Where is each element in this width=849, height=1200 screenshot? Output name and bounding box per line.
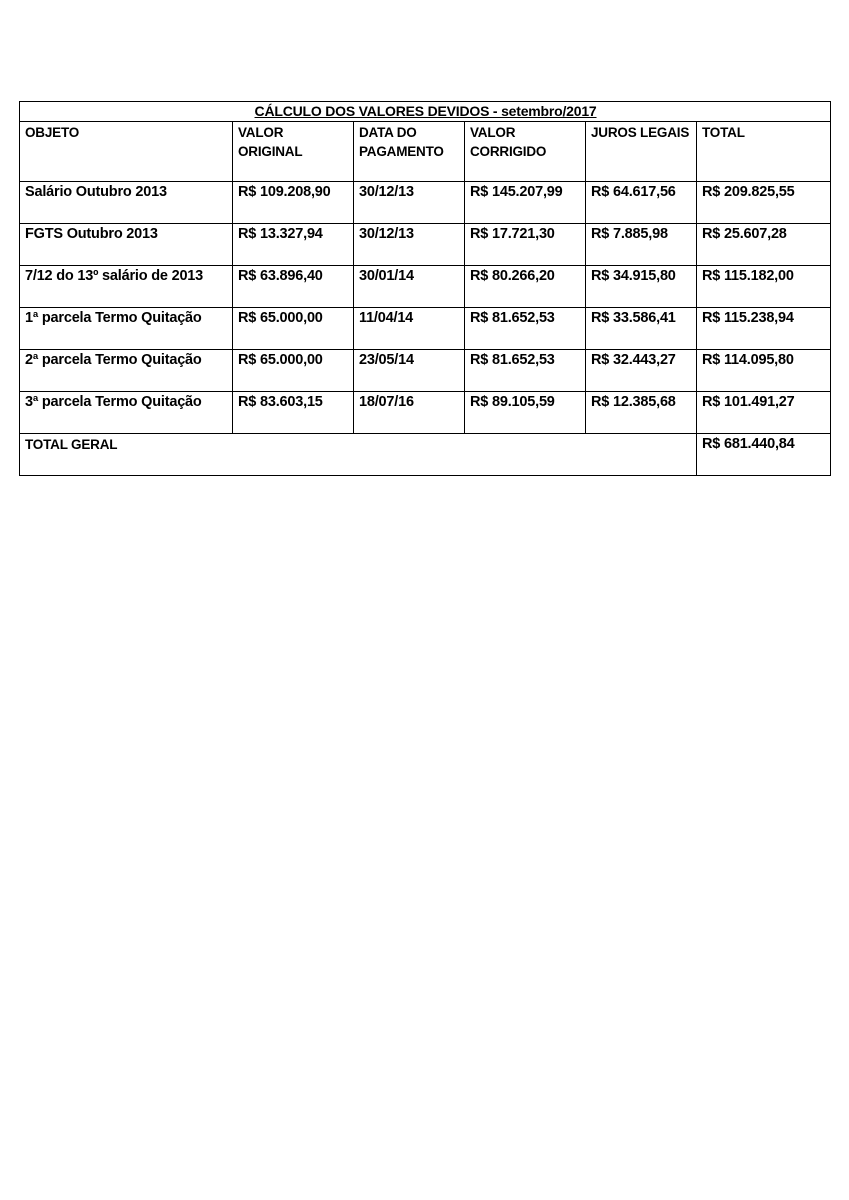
cell-total: R$ 25.607,28 bbox=[697, 224, 831, 266]
table-title-row bbox=[20, 102, 831, 122]
cell-objeto: 7/12 do 13º salário de 2013 bbox=[20, 266, 233, 308]
cell-juros-legais: R$ 7.885,98 bbox=[586, 224, 697, 266]
header-objeto: OBJETO bbox=[20, 122, 233, 182]
cell-juros-legais: R$ 32.443,27 bbox=[586, 350, 697, 392]
header-total: TOTAL bbox=[697, 122, 831, 182]
cell-valor-corrigido: R$ 17.721,30 bbox=[465, 224, 586, 266]
cell-total: R$ 101.491,27 bbox=[697, 392, 831, 434]
cell-objeto: 2ª parcela Termo Quitação bbox=[20, 350, 233, 392]
header-valor-corrigido: VALOR CORRIGIDO bbox=[465, 122, 586, 182]
table-row bbox=[20, 308, 831, 350]
cell-objeto: 1ª parcela Termo Quitação bbox=[20, 308, 233, 350]
table-row bbox=[20, 182, 831, 224]
cell-valor-corrigido: R$ 145.207,99 bbox=[465, 182, 586, 224]
table-row bbox=[20, 266, 831, 308]
cell-valor-original: R$ 65.000,00 bbox=[233, 308, 354, 350]
cell-data-pagamento: 18/07/16 bbox=[354, 392, 465, 434]
cell-data-pagamento: 11/04/14 bbox=[354, 308, 465, 350]
cell-valor-original: R$ 83.603,15 bbox=[233, 392, 354, 434]
cell-data-pagamento: 30/12/13 bbox=[354, 224, 465, 266]
table-header-row bbox=[20, 122, 831, 182]
table-title: CÁLCULO DOS VALORES DEVIDOS - setembro/2017 bbox=[20, 102, 831, 122]
cell-juros-legais: R$ 33.586,41 bbox=[586, 308, 697, 350]
table-row bbox=[20, 350, 831, 392]
cell-valor-original: R$ 109.208,90 bbox=[233, 182, 354, 224]
cell-objeto: FGTS Outubro 2013 bbox=[20, 224, 233, 266]
total-geral-value: R$ 681.440,84 bbox=[697, 434, 831, 476]
cell-juros-legais: R$ 64.617,56 bbox=[586, 182, 697, 224]
cell-objeto: 3ª parcela Termo Quitação bbox=[20, 392, 233, 434]
cell-juros-legais: R$ 12.385,68 bbox=[586, 392, 697, 434]
table-row bbox=[20, 224, 831, 266]
cell-valor-corrigido: R$ 80.266,20 bbox=[465, 266, 586, 308]
cell-valor-corrigido: R$ 89.105,59 bbox=[465, 392, 586, 434]
cell-valor-corrigido: R$ 81.652,53 bbox=[465, 308, 586, 350]
total-geral-row bbox=[20, 434, 831, 476]
cell-total: R$ 209.825,55 bbox=[697, 182, 831, 224]
cell-juros-legais: R$ 34.915,80 bbox=[586, 266, 697, 308]
cell-data-pagamento: 30/12/13 bbox=[354, 182, 465, 224]
total-geral-label: TOTAL GERAL bbox=[20, 434, 697, 476]
cell-objeto: Salário Outubro 2013 bbox=[20, 182, 233, 224]
cell-valor-corrigido: R$ 81.652,53 bbox=[465, 350, 586, 392]
cell-valor-original: R$ 13.327,94 bbox=[233, 224, 354, 266]
cell-valor-original: R$ 63.896,40 bbox=[233, 266, 354, 308]
cell-data-pagamento: 30/01/14 bbox=[354, 266, 465, 308]
cell-total: R$ 115.238,94 bbox=[697, 308, 831, 350]
cell-total: R$ 114.095,80 bbox=[697, 350, 831, 392]
cell-valor-original: R$ 65.000,00 bbox=[233, 350, 354, 392]
header-valor-original: VALOR ORIGINAL bbox=[233, 122, 354, 182]
valores-devidos-table bbox=[19, 101, 831, 476]
header-data-pagamento: DATA DO PAGAMENTO bbox=[354, 122, 465, 182]
cell-total: R$ 115.182,00 bbox=[697, 266, 831, 308]
header-juros-legais: JUROS LEGAIS bbox=[586, 122, 697, 182]
table-row bbox=[20, 392, 831, 434]
cell-data-pagamento: 23/05/14 bbox=[354, 350, 465, 392]
